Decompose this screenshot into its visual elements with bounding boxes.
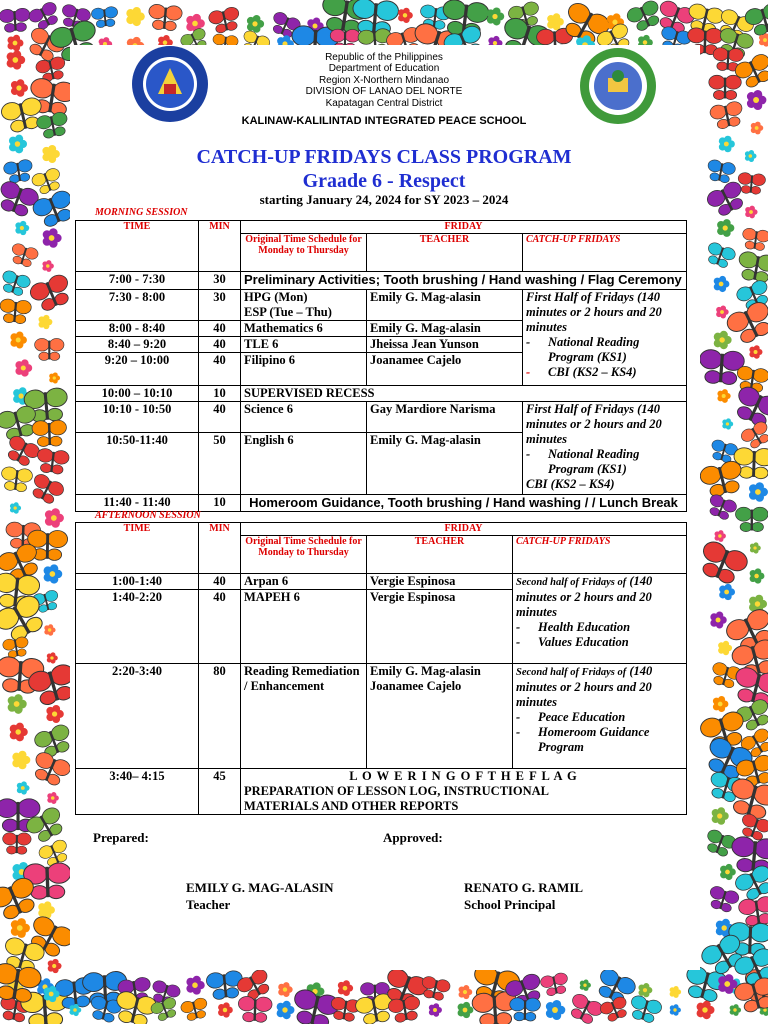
flower-icon xyxy=(487,8,504,26)
time-header: TIME xyxy=(76,221,199,272)
flower-icon xyxy=(247,15,264,33)
min-cell: 10 xyxy=(199,386,241,402)
header-line: Republic of the Philippines xyxy=(325,52,443,63)
time-cell: 7:00 - 7:30 xyxy=(76,272,199,290)
time-header: TIME xyxy=(76,523,199,574)
butterfly-icon xyxy=(91,6,119,28)
flower-icon xyxy=(546,1000,565,1020)
original-schedule-header: Original Time Schedule for Monday to Thursday xyxy=(241,536,367,574)
subject-cell: HPG (Mon) ESP (Tue – Thu) xyxy=(241,290,367,321)
butterfly-icon xyxy=(509,998,540,1022)
flower-icon xyxy=(720,864,736,880)
catchup-header: CATCH-UP FRIDAYS xyxy=(513,536,687,574)
morning-schedule-table xyxy=(75,220,687,512)
butterfly-icon xyxy=(739,419,768,451)
header-line: Department of Education xyxy=(328,63,440,75)
flower-icon xyxy=(749,482,768,502)
butterfly-icon xyxy=(0,8,31,33)
flower-icon xyxy=(730,1004,741,1016)
catchup-cell xyxy=(523,402,687,495)
flower-icon xyxy=(47,792,59,804)
flower-icon xyxy=(713,696,729,712)
morning-session-label: MORNING SESSION xyxy=(95,207,188,218)
flower-icon xyxy=(277,1001,295,1019)
afternoon-session-label: AFTERNOON SESSION xyxy=(95,510,201,521)
header-line: Kapatagan Central District xyxy=(325,97,443,109)
butterfly-icon xyxy=(736,250,768,284)
flower-icon xyxy=(547,13,564,30)
butterfly-icon xyxy=(708,438,739,464)
preparation-line: PREPARATION OF LESSON LOG, INSTRUCTIONAL MATERIALS AND OTHER REPORTS xyxy=(244,784,549,813)
butterfly-icon xyxy=(35,448,69,475)
flower-icon xyxy=(759,33,768,46)
butterfly-icon xyxy=(735,507,768,531)
butterfly-icon xyxy=(566,992,605,1024)
time-cell: 10:00 – 10:10 xyxy=(76,386,199,402)
catchup-intro: (140 minutes or 2 hours and 20 minutes xyxy=(516,574,653,619)
flower-icon xyxy=(38,901,55,918)
flower-icon xyxy=(398,8,413,23)
catchup-intro: First Half of Fridays (140 minutes or 2 hours and 20 minutes xyxy=(526,402,662,446)
flower-icon xyxy=(15,359,32,376)
butterfly-icon xyxy=(2,833,31,855)
flower-icon xyxy=(714,276,730,292)
catchup-header: CATCH-UP FRIDAYS xyxy=(523,234,687,272)
teacher-cell: Emily G. Mag-alasin xyxy=(367,433,523,495)
min-cell: 40 xyxy=(199,353,241,386)
approved-label: Approved: xyxy=(383,830,443,845)
time-cell: 8:00 - 8:40 xyxy=(76,321,199,337)
catchup-intro-small: Second half of Fridays of xyxy=(516,577,627,588)
catchup-intro: First Half of Fridays (140 minutes or 2 hours and 20 minutes xyxy=(526,290,662,334)
original-schedule-header: Original Time Schedule for Monday to Thursday xyxy=(241,234,367,272)
time-cell: 10:50-11:40 xyxy=(76,433,199,495)
teacher-cell: Vergie Espinosa xyxy=(367,590,513,664)
butterfly-icon xyxy=(8,242,39,269)
min-cell: 40 xyxy=(199,337,241,353)
flower-icon xyxy=(714,331,732,349)
time-cell: 8:40 – 9:20 xyxy=(76,337,199,353)
flower-icon xyxy=(278,982,292,997)
time-cell: 10:10 - 10:50 xyxy=(76,402,199,433)
subject-cell: TLE 6 xyxy=(241,337,367,353)
flower-icon xyxy=(429,1003,442,1017)
butterfly-icon xyxy=(28,272,75,314)
prepared-signatory xyxy=(186,879,333,913)
activity-cell: Preliminary Activities; Tooth brushing / Hand washing / Flag Ceremony xyxy=(241,272,687,290)
prepared-label: Prepared: xyxy=(93,830,149,845)
afternoon-schedule-table xyxy=(75,522,687,815)
butterfly-icon xyxy=(27,0,63,33)
flower-icon xyxy=(218,1002,233,1017)
min-cell: 40 xyxy=(199,574,241,590)
table-row xyxy=(76,402,687,433)
min-cell: 10 xyxy=(199,495,241,512)
flower-icon xyxy=(42,260,53,272)
approved-signatory xyxy=(464,879,583,913)
class-section: Graade 6 - Respect xyxy=(302,170,466,192)
time-cell: 11:40 - 11:40 xyxy=(76,495,199,512)
butterfly-icon xyxy=(704,241,737,270)
butterfly-icon xyxy=(0,298,32,324)
flower-icon xyxy=(39,315,53,329)
flower-icon xyxy=(718,641,732,655)
flower-icon xyxy=(750,568,765,583)
approved-role: School Principal xyxy=(464,897,556,912)
teacher-cell: Joanamee Cajelo xyxy=(367,353,523,386)
flower-icon xyxy=(44,624,55,636)
flower-icon xyxy=(670,986,682,998)
flower-icon xyxy=(697,1001,715,1019)
flower-icon xyxy=(717,389,730,403)
table-row xyxy=(76,664,687,769)
table-row xyxy=(76,386,687,402)
start-date: starting January 24, 2024 for SY 2023 – 2024 xyxy=(259,192,509,207)
subject-cell: Reading Remediation / Enhancement xyxy=(241,664,367,769)
butterfly-icon xyxy=(743,1,768,38)
flower-icon xyxy=(712,807,729,825)
flower-icon xyxy=(12,751,30,770)
flower-icon xyxy=(638,983,652,997)
butterfly-icon xyxy=(35,338,64,360)
min-header: MIN xyxy=(199,221,241,272)
butterfly-icon xyxy=(29,750,73,789)
catchup-intro: (140 minutes or 2 hours and 20 minutes xyxy=(516,664,653,709)
agency-header xyxy=(0,52,768,109)
flower-icon xyxy=(338,980,353,996)
flag-lowering-line: L O W E R I N G O F T H E F L A G xyxy=(349,769,578,783)
flower-icon xyxy=(458,1002,474,1018)
flower-icon xyxy=(459,985,473,999)
flower-icon xyxy=(43,228,62,248)
flower-icon xyxy=(715,530,726,542)
butterfly-icon xyxy=(147,4,182,32)
min-cell: 30 xyxy=(199,272,241,290)
subject-cell: Mathematics 6 xyxy=(241,321,367,337)
teacher-cell: Gay Mardiore Narisma xyxy=(367,402,523,433)
catchup-cell xyxy=(513,664,687,769)
butterfly-icon xyxy=(539,972,570,998)
min-cell: 50 xyxy=(199,433,241,495)
butterfly-icon xyxy=(208,6,243,35)
table-row xyxy=(76,272,687,290)
flower-icon xyxy=(10,502,21,513)
butterfly-icon xyxy=(625,0,665,34)
flower-icon xyxy=(186,976,204,995)
catchup-item: - National Reading Program (KS1) xyxy=(526,335,683,365)
table-row xyxy=(76,495,687,512)
catchup-item: - Homeroom Guidance Program xyxy=(516,725,683,755)
time-cell: 2:20-3:40 xyxy=(76,664,199,769)
friday-header: FRIDAY xyxy=(241,221,687,234)
catchup-intro-small: Second half of Fridays of xyxy=(516,667,627,678)
flower-icon xyxy=(10,332,26,349)
min-cell: 40 xyxy=(199,402,241,433)
butterfly-icon xyxy=(0,269,32,298)
butterfly-icon xyxy=(705,493,738,522)
butterfly-icon xyxy=(706,885,740,915)
teacher-cell: Emily G. Mag-alasin xyxy=(367,290,523,321)
flower-icon xyxy=(580,979,591,990)
subject-cell: Filipino 6 xyxy=(241,353,367,386)
flower-icon xyxy=(670,1004,681,1016)
flower-icon xyxy=(722,418,733,429)
flower-icon xyxy=(17,781,30,794)
time-cell: 1:40-2:20 xyxy=(76,590,199,664)
time-cell: 1:00-1:40 xyxy=(76,574,199,590)
activity-cell: Homeroom Guidance, Tooth brushing / Hand washing / / Lunch Break xyxy=(241,495,687,512)
teacher-header: TEACHER xyxy=(367,536,513,574)
min-header: MIN xyxy=(199,523,241,574)
butterfly-icon xyxy=(695,539,750,588)
butterfly-icon xyxy=(32,420,67,447)
header-line: Region X-Northern Mindanao xyxy=(318,74,450,86)
flower-icon xyxy=(44,564,63,583)
teacher-cell: Emily G. Mag-alasin xyxy=(367,321,523,337)
flower-icon xyxy=(49,372,60,383)
closing-activity-cell xyxy=(241,769,687,815)
header-line: DIVISION OF LANAO DEL NORTE xyxy=(305,86,463,98)
table-header-row xyxy=(76,221,687,234)
flower-icon xyxy=(7,35,23,51)
document-title: CATCH-UP FRIDAYS CLASS PROGRAM xyxy=(196,146,572,168)
butterfly-icon xyxy=(698,349,745,385)
subject-cell: English 6 xyxy=(241,433,367,495)
approved-name: RENATO G. RAMIL xyxy=(464,880,584,895)
flower-icon xyxy=(45,508,64,528)
flower-icon xyxy=(10,723,28,742)
min-cell: 30 xyxy=(199,290,241,321)
catchup-item: CBI (KS2 – KS4) xyxy=(526,477,615,491)
subject-cell: MAPEH 6 xyxy=(241,590,367,664)
flower-icon xyxy=(47,652,58,663)
table-header-row xyxy=(76,523,687,536)
time-cell: 3:40– 4:15 xyxy=(76,769,199,815)
flower-icon xyxy=(719,584,735,600)
butterfly-icon xyxy=(698,459,746,499)
flower-icon xyxy=(716,306,729,319)
flower-icon xyxy=(126,7,144,26)
butterfly-icon xyxy=(0,466,33,493)
table-row xyxy=(76,290,687,321)
subject-cell: Science 6 xyxy=(241,402,367,433)
butterfly-icon xyxy=(3,434,42,470)
min-cell: 40 xyxy=(199,321,241,337)
activity-cell: SUPERVISED RECESS xyxy=(241,386,687,402)
table-row xyxy=(76,574,687,590)
min-cell: 40 xyxy=(199,590,241,664)
prepared-role: Teacher xyxy=(186,897,231,912)
catchup-item: - National Reading Program (KS1) xyxy=(526,447,683,477)
time-cell: 9:20 – 10:00 xyxy=(76,353,199,386)
flower-icon xyxy=(48,959,62,973)
flower-icon xyxy=(749,345,762,359)
teacher-cell: Vergie Espinosa xyxy=(367,574,513,590)
min-cell: 80 xyxy=(199,664,241,769)
butterfly-icon xyxy=(27,472,66,507)
min-cell: 45 xyxy=(199,769,241,815)
butterfly-icon xyxy=(741,227,768,251)
table-row xyxy=(76,769,687,815)
catchup-item: - CBI (KS2 – KS4) xyxy=(526,365,683,380)
catchup-item: - Values Education xyxy=(516,635,683,650)
flower-icon xyxy=(717,219,734,237)
subject-cell: Arpan 6 xyxy=(241,574,367,590)
prepared-name: EMILY G. MAG-ALASIN xyxy=(186,880,334,895)
flower-icon xyxy=(46,705,63,723)
flower-icon xyxy=(710,612,726,629)
butterfly-icon xyxy=(238,996,273,1022)
catchup-item: - Peace Education xyxy=(516,710,683,725)
teacher-cell: Emily G. Mag-alasin Joanamee Cajelo xyxy=(367,664,513,769)
flower-icon xyxy=(15,221,29,235)
butterfly-icon xyxy=(598,995,631,1024)
flower-icon xyxy=(11,918,30,938)
school-name: KALINAW-KALILINTAD INTEGRATED PEACE SCHOOL xyxy=(241,115,527,127)
flower-icon xyxy=(8,694,27,714)
butterfly-icon xyxy=(627,994,663,1024)
flower-icon xyxy=(750,542,761,553)
friday-header: FRIDAY xyxy=(241,523,687,536)
butterfly-icon xyxy=(738,896,768,928)
butterfly-icon xyxy=(180,997,210,1023)
teacher-header: TEACHER xyxy=(367,234,523,272)
catchup-item: - Health Education xyxy=(516,620,683,635)
catchup-cell xyxy=(513,574,687,664)
teacher-cell: Jheissa Jean Yunson xyxy=(367,337,523,353)
time-cell: 7:30 - 8:00 xyxy=(76,290,199,321)
catchup-cell xyxy=(523,290,687,386)
